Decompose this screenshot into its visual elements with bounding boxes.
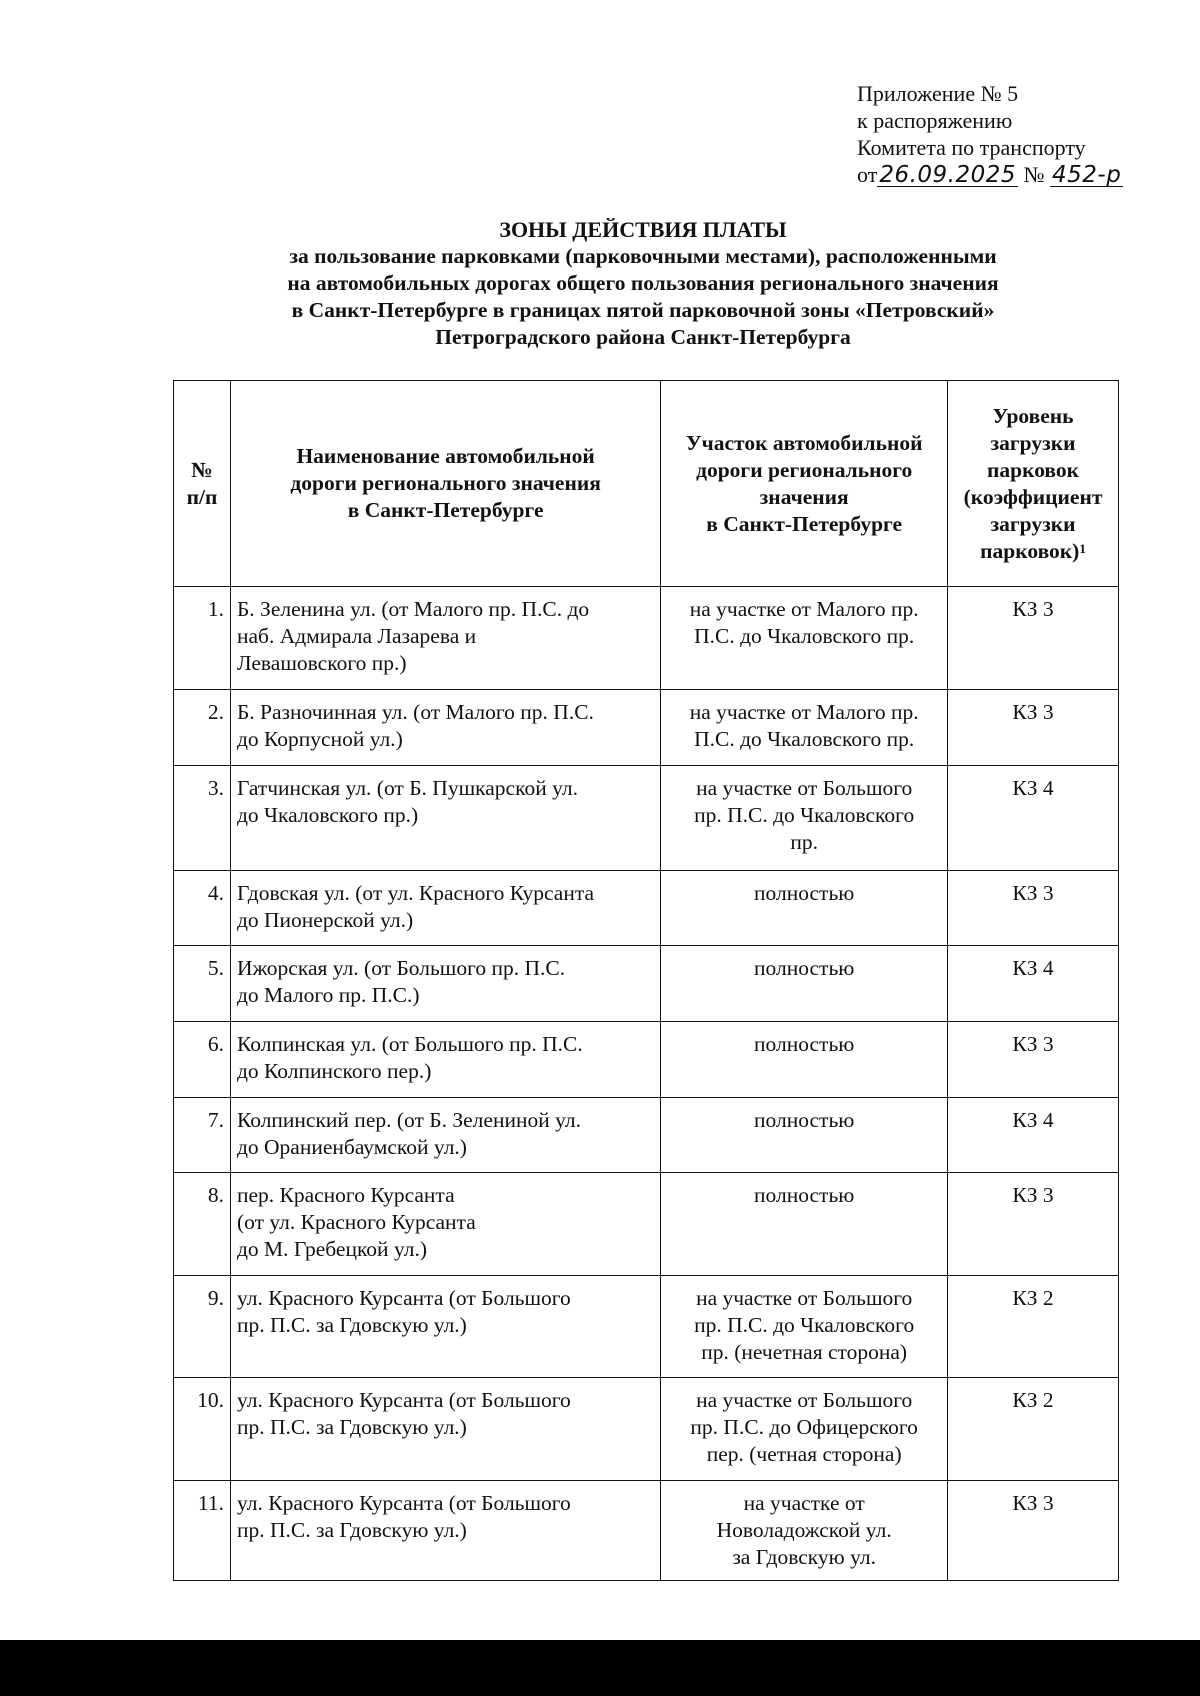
road-name-line: Б. Разночинная ул. (от Малого пр. П.С.: [236, 700, 594, 724]
row-number: 4.: [174, 871, 231, 946]
header-num: [174, 381, 231, 587]
header-num-line: п/п: [186, 484, 218, 509]
appendix-block: [857, 80, 1177, 188]
header-section-line: значения: [759, 484, 849, 509]
road-section-cell: [661, 1481, 948, 1581]
road-section-line: полностью: [754, 881, 855, 905]
table-row: [174, 587, 1119, 690]
road-name-line: Колпинская ул. (от Большого пр. П.С.: [236, 1032, 583, 1056]
road-section-cell: [661, 1173, 948, 1276]
number-sign: №: [1023, 162, 1045, 187]
road-section-cell: [661, 1098, 948, 1173]
road-name-line: до Чкаловского пр.): [236, 803, 419, 827]
road-section-line: на участке от Большого: [696, 776, 913, 800]
appendix-date-line: [857, 161, 1177, 188]
road-section-cell: [661, 946, 948, 1022]
header-road: [230, 381, 660, 587]
road-name-cell: [230, 587, 660, 690]
header-section-line: Участок автомобильной: [685, 430, 923, 455]
table-row: [174, 1098, 1119, 1173]
document-title: [160, 216, 1126, 351]
road-name-line: Ижорская ул. (от Большого пр. П.С.: [236, 956, 566, 980]
road-name-line: пр. П.С. за Гдовскую ул.): [236, 1415, 467, 1439]
road-section-line: пр. П.С. до Офицерского: [690, 1415, 918, 1439]
load-level-cell: КЗ 3: [948, 1481, 1119, 1581]
row-number: 11.: [174, 1481, 231, 1581]
road-name-cell: [230, 1173, 660, 1276]
title-sub-2: на автомобильных дорогах общего пользования регионального значения: [287, 271, 999, 295]
title-sub-3: в Санкт-Петербурге в границах пятой парковочной зоны «Петровский»: [291, 298, 995, 322]
road-name-cell: [230, 1276, 660, 1378]
table-row: [174, 1276, 1119, 1378]
load-level-cell: КЗ 4: [948, 1098, 1119, 1173]
road-section-cell: [661, 1378, 948, 1481]
road-section-line: на участке от Малого пр.: [689, 597, 919, 621]
road-section-line: П.С. до Чкаловского пр.: [694, 727, 915, 751]
road-section-line: пер. (четная сторона): [706, 1442, 902, 1466]
road-name-line: ул. Красного Курсанта (от Большого: [236, 1286, 571, 1310]
road-section-line: за Гдовскую ул.: [732, 1545, 877, 1569]
header-section: [661, 381, 948, 587]
load-level-cell: КЗ 2: [948, 1378, 1119, 1481]
appendix-number: Приложение № 5: [857, 81, 1019, 106]
row-number: 10.: [174, 1378, 231, 1481]
table-row: [174, 1173, 1119, 1276]
road-section-line: на участке от Большого: [696, 1388, 913, 1412]
table-body: [174, 587, 1119, 1581]
title-sub-4: Петроградского района Санкт-Петербурга: [435, 325, 851, 349]
row-number: 7.: [174, 1098, 231, 1173]
row-number: 3.: [174, 766, 231, 871]
road-section-line: полностью: [754, 956, 855, 980]
road-name-line: ул. Красного Курсанта (от Большого: [236, 1491, 571, 1515]
table-header-row: [174, 381, 1119, 587]
road-section-line: на участке от: [743, 1491, 865, 1515]
road-name-cell: [230, 871, 660, 946]
road-name-line: (от ул. Красного Курсанта: [236, 1210, 476, 1234]
load-level-cell: КЗ 3: [948, 587, 1119, 690]
date-prefix: от: [857, 162, 878, 187]
header-section-line: в Санкт-Петербурге: [706, 511, 903, 536]
row-number: 2.: [174, 690, 231, 766]
road-name-line: до Ораниенбаумской ул.): [236, 1135, 467, 1159]
road-section-cell: [661, 690, 948, 766]
load-level-cell: КЗ 3: [948, 1022, 1119, 1098]
load-level-cell: КЗ 3: [948, 690, 1119, 766]
row-number: 5.: [174, 946, 231, 1022]
road-name-line: пер. Красного Курсанта: [236, 1183, 455, 1207]
row-number: 9.: [174, 1276, 231, 1378]
header-num-line: №: [191, 457, 213, 482]
road-name-cell: [230, 1481, 660, 1581]
title-sub-1: за пользование парковками (парковочными местами), расположенными: [289, 244, 997, 268]
road-section-line: на участке от Большого: [696, 1286, 913, 1310]
scan-bottom-border: [0, 1640, 1200, 1696]
road-name-cell: [230, 946, 660, 1022]
row-number: 8.: [174, 1173, 231, 1276]
row-number: 1.: [174, 587, 231, 690]
road-section-line: Новоладожской ул.: [716, 1518, 892, 1542]
road-section-cell: [661, 766, 948, 871]
header-level-line: загрузки: [990, 430, 1076, 455]
road-section-line: пр.: [790, 830, 818, 854]
handwritten-date: 26.09.2025: [879, 162, 1017, 188]
road-section-line: пр. (нечетная сторона): [701, 1340, 908, 1364]
road-name-line: наб. Адмирала Лазарева и: [236, 624, 477, 648]
road-name-line: Б. Зеленина ул. (от Малого пр. П.С. до: [236, 597, 590, 621]
road-name-line: Левашовского пр.): [236, 651, 407, 675]
road-section-line: пр. П.С. до Чкаловского: [694, 1313, 915, 1337]
title-main: ЗОНЫ ДЕЙСТВИЯ ПЛАТЫ: [499, 217, 787, 242]
road-name-line: Гдовская ул. (от ул. Красного Курсанта: [236, 881, 595, 905]
header-level-line: загрузки: [990, 511, 1076, 536]
row-number: 6.: [174, 1022, 231, 1098]
road-section-line: полностью: [754, 1183, 855, 1207]
header-road-line: дороги регионального значения: [290, 471, 601, 495]
road-section-cell: [661, 587, 948, 690]
header-level-line: Уровень: [992, 403, 1074, 428]
header-section-line: дороги регионального: [696, 457, 913, 482]
handwritten-number: 452-р: [1052, 162, 1122, 188]
table-row: [174, 690, 1119, 766]
road-section-line: полностью: [754, 1108, 855, 1132]
table-row: [174, 1481, 1119, 1581]
header-road-line: в Санкт-Петербурге: [347, 498, 544, 522]
road-section-line: полностью: [754, 1032, 855, 1056]
load-level-cell: КЗ 3: [948, 871, 1119, 946]
appendix-committee: Комитета по транспорту: [857, 135, 1086, 160]
parking-zones-table: [173, 380, 1119, 1581]
header-road-line: Наименование автомобильной: [296, 444, 595, 468]
load-level-cell: КЗ 4: [948, 766, 1119, 871]
road-section-cell: [661, 871, 948, 946]
road-name-line: до Малого пр. П.С.): [236, 983, 420, 1007]
load-level-cell: КЗ 3: [948, 1173, 1119, 1276]
road-name-cell: [230, 766, 660, 871]
road-section-cell: [661, 1276, 948, 1378]
road-section-cell: [661, 1022, 948, 1098]
header-level-line: парковок: [987, 457, 1080, 482]
footnote-marker: 1: [1079, 540, 1086, 556]
road-name-line: Колпинский пер. (от Б. Зелениной ул.: [236, 1108, 581, 1132]
road-name-line: до Пионерской ул.): [236, 908, 414, 932]
road-name-line: Гатчинская ул. (от Б. Пушкарской ул.: [236, 776, 578, 800]
table-row: [174, 766, 1119, 871]
road-name-cell: [230, 1022, 660, 1098]
road-name-cell: [230, 1378, 660, 1481]
header-level-line: [954, 538, 1112, 565]
road-section-line: пр. П.С. до Чкаловского: [694, 803, 915, 827]
road-name-line: до Корпусной ул.): [236, 727, 403, 751]
road-name-line: пр. П.С. за Гдовскую ул.): [236, 1518, 467, 1542]
road-name-line: до Колпинского пер.): [236, 1059, 432, 1083]
load-level-cell: КЗ 4: [948, 946, 1119, 1022]
table-row: [174, 1022, 1119, 1098]
load-level-cell: КЗ 2: [948, 1276, 1119, 1378]
header-level-text: парковок): [980, 538, 1080, 563]
road-name-line: пр. П.С. за Гдовскую ул.): [236, 1313, 467, 1337]
road-section-line: на участке от Малого пр.: [689, 700, 919, 724]
table-row: [174, 946, 1119, 1022]
road-name-line: до М. Гребецкой ул.): [236, 1237, 428, 1261]
table-row: [174, 871, 1119, 946]
road-section-line: П.С. до Чкаловского пр.: [694, 624, 915, 648]
road-name-cell: [230, 690, 660, 766]
table-row: [174, 1378, 1119, 1481]
road-name-line: ул. Красного Курсанта (от Большого: [236, 1388, 571, 1412]
appendix-order-ref: к распоряжению: [857, 108, 1013, 133]
header-level-line: (коэффициент: [963, 484, 1103, 509]
road-name-cell: [230, 1098, 660, 1173]
header-level: [948, 381, 1119, 587]
